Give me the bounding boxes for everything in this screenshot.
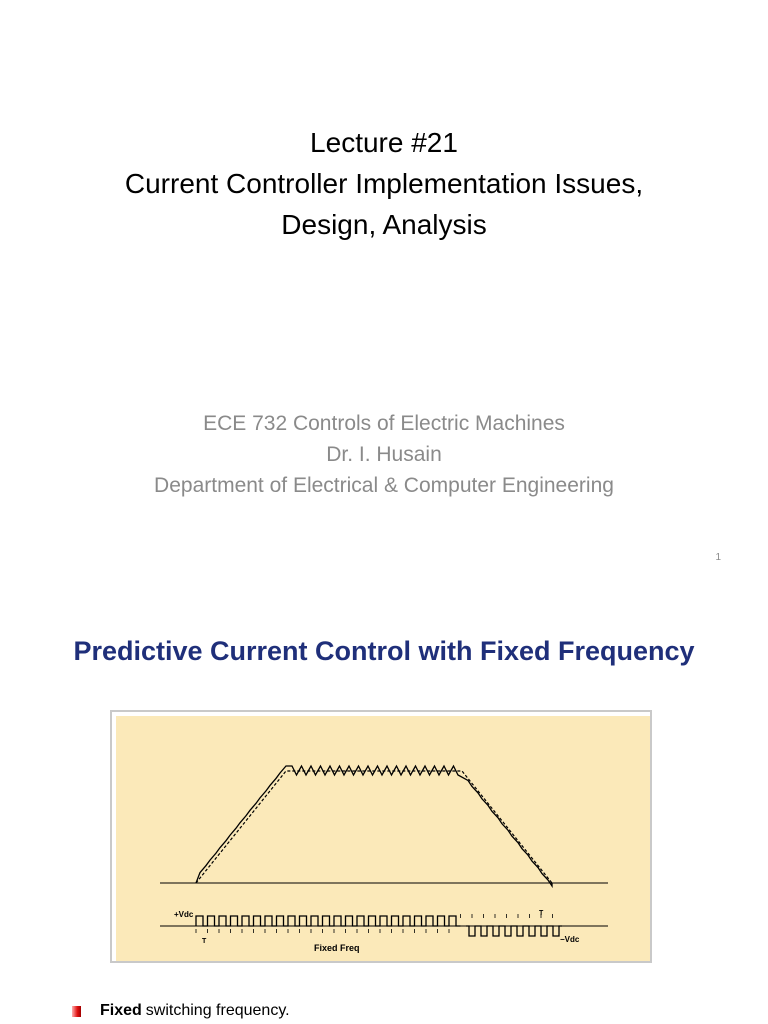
slide-subtitle bbox=[0, 408, 768, 501]
title-line-2: Current Controller Implementation Issues, bbox=[124, 168, 644, 199]
bullet-bold-text: Fixed bbox=[100, 1002, 142, 1019]
slide-title bbox=[0, 122, 768, 245]
slide-number: 1 bbox=[715, 552, 721, 563]
fixed-freq-caption: Fixed Freq bbox=[314, 943, 360, 953]
instructor-name: Dr. I. Husain bbox=[326, 443, 442, 466]
content-slide bbox=[0, 590, 768, 1024]
waveform-diagram bbox=[116, 716, 650, 961]
bullet-marker-icon bbox=[72, 1006, 81, 1017]
course-name: ECE 732 Controls of Electric Machines bbox=[203, 412, 565, 435]
period-label-right: T bbox=[539, 910, 544, 917]
period-label-left: T bbox=[202, 938, 207, 945]
waveform-figure bbox=[110, 710, 652, 963]
neg-vdc-label: −Vdc bbox=[560, 935, 580, 944]
title-line-1: Lecture #21 bbox=[310, 127, 458, 158]
bullet-text: switching frequency. bbox=[145, 1002, 290, 1019]
title-line-3: Design, Analysis bbox=[281, 209, 487, 240]
bullet-item bbox=[72, 1002, 290, 1020]
department-name: Department of Electrical & Computer Engineering bbox=[154, 474, 614, 497]
pos-vdc-label: +Vdc bbox=[174, 910, 194, 919]
slide-heading: Predictive Current Control with Fixed Frequency bbox=[73, 636, 695, 666]
